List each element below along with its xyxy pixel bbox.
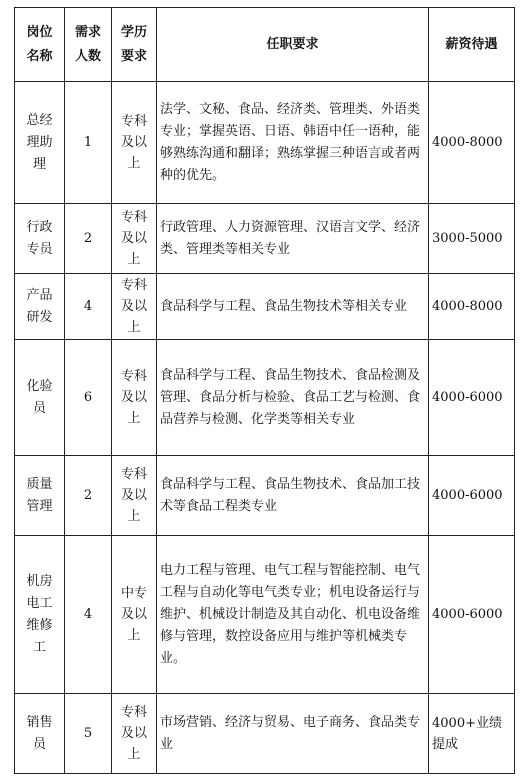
header-education-line-1: 学历: [120, 24, 147, 40]
requirements-cell: 食品科学与工程、食品生物技术等相关专业: [157, 274, 429, 340]
position-line: 维修: [26, 617, 53, 633]
job-requirements-table: [14, 7, 515, 774]
header-count: [65, 8, 112, 82]
header-position-line-2: 名称: [26, 48, 53, 64]
table-row: [15, 340, 515, 456]
position-line: 员: [32, 400, 46, 416]
header-position: [15, 8, 65, 82]
salary-cell: 4000+业绩提成: [429, 694, 515, 774]
position-cell: [15, 694, 65, 774]
education-line: 专科: [120, 210, 147, 225]
education-line: 专科: [120, 278, 147, 293]
count-cell: 2: [65, 456, 112, 536]
position-cell: [15, 82, 65, 204]
header-row: [15, 8, 515, 82]
position-line: 理助: [26, 134, 53, 150]
count-cell: 2: [65, 204, 112, 274]
education-line: 及以: [120, 607, 147, 622]
requirements-cell: 行政管理、人力资源管理、汉语言文学、经济类、管理类等相关专业: [157, 204, 429, 274]
education-line: 上: [127, 156, 141, 171]
education-cell: [112, 82, 157, 204]
salary-cell: 4000-6000: [429, 456, 515, 536]
education-line: 及以: [120, 299, 147, 314]
education-line: 专科: [120, 114, 147, 129]
education-line: 及以: [120, 231, 147, 246]
table-row: [15, 456, 515, 536]
education-line: 及以: [120, 488, 147, 503]
position-line: 管理: [26, 498, 53, 514]
requirements-cell: 法学、文秘、食品、经济类、管理类、外语类专业；掌握英语、日语、韩语中任一语种，能够熟练沟通和翻译；熟练掌握三种语言或者两种的优先。: [157, 82, 429, 204]
position-line: 专员: [26, 241, 53, 257]
header-count-line-2: 人数: [74, 48, 101, 64]
position-line: 员: [32, 736, 46, 752]
position-line: 研发: [26, 309, 53, 325]
position-line: 产品: [26, 287, 53, 303]
count-cell: 4: [65, 274, 112, 340]
position-line: 电工: [26, 595, 53, 611]
position-line: 质量: [26, 476, 53, 492]
header-salary: 薪资待遇: [429, 8, 515, 82]
position-cell: [15, 204, 65, 274]
salary-cell: 4000-6000: [429, 536, 515, 694]
table-row: [15, 274, 515, 340]
education-line: 中专: [120, 586, 147, 601]
table-row: [15, 536, 515, 694]
education-line: 上: [127, 320, 141, 335]
table-row: [15, 204, 515, 274]
education-line: 上: [127, 509, 141, 524]
requirements-cell: 电力工程与管理、电气工程与智能控制、电气工程与自动化等电气类专业；机电设备运行与维护、机械设计制造及其自动化、机电设备维修与管理，数控设备应用与维护等机械类专业。: [157, 536, 429, 694]
requirements-cell: 市场营销、经济与贸易、电子商务、食品类专业: [157, 694, 429, 774]
education-line: 专科: [120, 467, 147, 482]
requirements-cell: 食品科学与工程、食品生物技术、食品检测及管理、食品分析与检验、食品工艺与检测、食品营养与检测、化学类等相关专业: [157, 340, 429, 456]
education-cell: [112, 694, 157, 774]
count-cell: 4: [65, 536, 112, 694]
salary-cell: 4000-6000: [429, 340, 515, 456]
education-line: 及以: [120, 390, 147, 405]
education-cell: [112, 536, 157, 694]
salary-cell: 4000-8000: [429, 274, 515, 340]
header-count-line-1: 需求: [74, 24, 101, 40]
salary-cell: 4000-8000: [429, 82, 515, 204]
position-cell: [15, 536, 65, 694]
education-line: 上: [127, 252, 141, 267]
header-position-line-1: 岗位: [26, 24, 53, 40]
education-line: 及以: [120, 135, 147, 150]
header-education-line-2: 要求: [120, 48, 147, 64]
education-cell: [112, 274, 157, 340]
count-cell: 6: [65, 340, 112, 456]
education-line: 专科: [120, 369, 147, 384]
education-cell: [112, 340, 157, 456]
education-cell: [112, 204, 157, 274]
position-line: 机房: [26, 573, 53, 589]
header-education: [112, 8, 157, 82]
table-row: [15, 82, 515, 204]
salary-cell: 3000-5000: [429, 204, 515, 274]
position-line: 工: [32, 639, 46, 655]
education-line: 上: [127, 411, 141, 426]
header-requirements: 任职要求: [157, 8, 429, 82]
education-line: 及以: [120, 726, 147, 741]
position-line: 行政: [26, 219, 53, 235]
table-row: [15, 694, 515, 774]
education-line: 上: [127, 747, 141, 762]
education-line: 上: [127, 628, 141, 643]
count-cell: 5: [65, 694, 112, 774]
position-line: 理: [32, 156, 46, 172]
position-cell: [15, 274, 65, 340]
education-cell: [112, 456, 157, 536]
position-line: 化验: [26, 378, 53, 394]
position-line: 销售: [26, 714, 53, 730]
position-cell: [15, 340, 65, 456]
count-cell: 1: [65, 82, 112, 204]
education-line: 专科: [120, 705, 147, 720]
position-line: 总经: [26, 112, 53, 128]
requirements-cell: 食品科学与工程、食品生物技术、食品加工技术等食品工程类专业: [157, 456, 429, 536]
position-cell: [15, 456, 65, 536]
